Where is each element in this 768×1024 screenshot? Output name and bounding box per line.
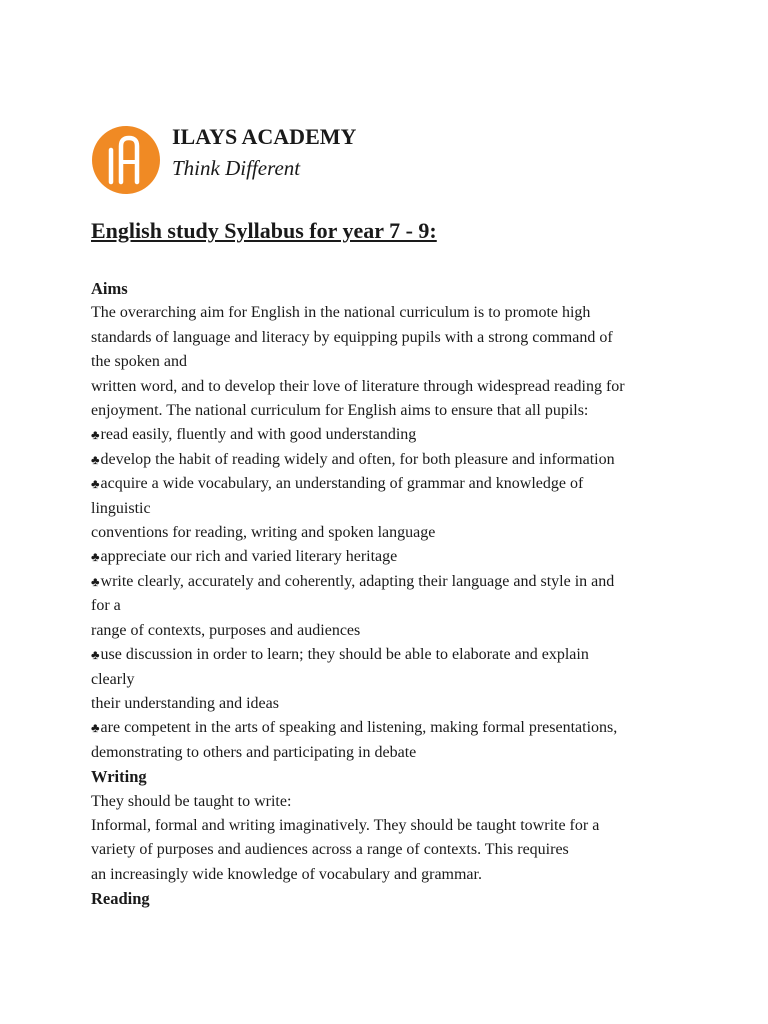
bullet-text: are competent in the arts of speaking and listening, making formal presentations,: [100, 719, 618, 737]
club-bullet-icon: ♣: [91, 647, 100, 663]
bullet-text: read easily, fluently and with good understanding: [100, 426, 417, 444]
document-body: [91, 277, 691, 912]
bullet-text: use discussion in order to learn; they should be able to elaborate and explain: [100, 646, 589, 664]
writing-line: Informal, formal and writing imaginatively. They should be taught towrite for a: [91, 816, 600, 834]
club-bullet-icon: ♣: [91, 573, 100, 589]
aims-bullet-list: [91, 423, 691, 765]
bullet-item: [91, 545, 691, 569]
bullet-item: [91, 472, 691, 545]
bullet-item: [91, 570, 691, 643]
reading-heading: Reading: [91, 889, 150, 909]
writing-line: variety of purposes and audiences across a range of contexts. This requires: [91, 841, 569, 859]
club-bullet-icon: ♣: [91, 476, 100, 492]
club-bullet-icon: ♣: [91, 720, 100, 736]
bullet-text: acquire a wide vocabulary, an understanding of grammar and knowledge of: [100, 475, 584, 493]
club-bullet-icon: ♣: [91, 549, 100, 565]
aims-line: written word, and to develop their love of literature through widespread reading for: [91, 377, 625, 395]
aims-paragraph: [91, 301, 691, 423]
bullet-text: conventions for reading, writing and spoken language: [91, 524, 436, 542]
bullet-text: clearly: [91, 670, 135, 688]
aims-line: standards of language and literacy by equipping pupils with a strong command of: [91, 328, 613, 346]
bullet-text: appreciate our rich and varied literary heritage: [100, 548, 398, 566]
bullet-item: [91, 423, 691, 447]
bullet-item: [91, 716, 691, 765]
academy-logo-icon: [91, 124, 161, 196]
bullet-item: [91, 448, 691, 472]
club-bullet-icon: ♣: [91, 427, 100, 443]
brand-tagline: Think Different: [172, 156, 301, 180]
bullet-text: range of contexts, purposes and audiences: [91, 621, 361, 639]
bullet-item: [91, 643, 691, 716]
bullet-text: write clearly, accurately and coherently, adapting their language and style in and: [100, 572, 615, 590]
bullet-text: linguistic: [91, 499, 151, 517]
bullet-text: their understanding and ideas: [91, 694, 279, 712]
document-title: English study Syllabus for year 7 - 9:: [91, 218, 437, 243]
bullet-text: demonstrating to others and participating in debate: [91, 743, 417, 761]
writing-line: an increasingly wide knowledge of vocabulary and grammar.: [91, 865, 482, 883]
aims-line: enjoyment. The national curriculum for English aims to ensure that all pupils:: [91, 402, 589, 420]
brand-name: ILAYS ACADEMY: [172, 124, 357, 149]
aims-line: The overarching aim for English in the national curriculum is to promote high: [91, 304, 591, 322]
writing-line: They should be taught to write:: [91, 792, 292, 810]
club-bullet-icon: ♣: [91, 451, 100, 467]
writing-paragraph: [91, 790, 691, 888]
aims-heading: Aims: [91, 279, 128, 298]
bullet-text: develop the habit of reading widely and often, for both pleasure and information: [100, 450, 615, 468]
bullet-text: for a: [91, 597, 121, 615]
writing-heading: Writing: [91, 767, 147, 787]
aims-line: the spoken and: [91, 353, 187, 371]
